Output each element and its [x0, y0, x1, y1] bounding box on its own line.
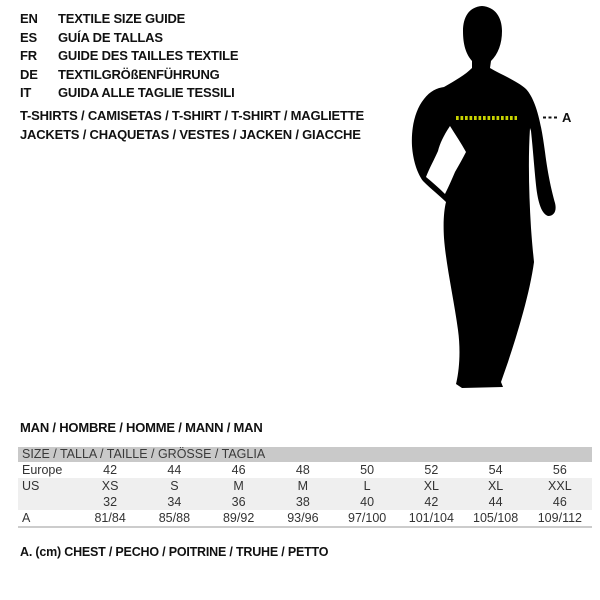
row-label: Europe: [22, 463, 63, 477]
section-title-man: MAN / HOMBRE / HOMME / MANN / MAN: [20, 420, 263, 435]
size-value: 36: [231, 495, 246, 509]
size-value: 85/88: [158, 511, 191, 525]
size-value: 56: [552, 463, 567, 477]
row-label: A: [22, 511, 31, 525]
size-value: 50: [360, 463, 375, 477]
size-value: 32: [103, 495, 118, 509]
size-value: M: [297, 479, 309, 493]
language-code: ES: [20, 29, 37, 45]
size-value: 89/92: [222, 511, 255, 525]
size-value: 52: [424, 463, 439, 477]
row-label: US: [22, 479, 40, 493]
man-silhouette: [412, 6, 556, 388]
size-value: 46: [231, 463, 246, 477]
size-value: 97/100: [348, 511, 387, 525]
category-jackets: JACKETS / CHAQUETAS / VESTES / JACKEN / GIACCHE: [20, 127, 361, 142]
size-value: 34: [167, 495, 182, 509]
language-row-en: [20, 10, 238, 29]
size-value: 109/112: [537, 511, 582, 525]
language-label: GUÍA DE TALLAS: [58, 29, 163, 45]
size-value: 48: [295, 463, 310, 477]
row-label: [18, 494, 78, 510]
size-value: XXL: [548, 479, 572, 493]
category-lines: [20, 106, 364, 144]
size-value: 81/84: [94, 511, 126, 525]
size-table: [18, 447, 592, 528]
measure-label-a: A: [562, 110, 572, 125]
size-table-header: SIZE / TALLA / TAILLE / GRÖSSE / TAGLIA: [18, 447, 592, 462]
language-code: IT: [20, 85, 32, 100]
language-label: TEXTILE SIZE GUIDE: [58, 11, 186, 26]
language-row-fr: [20, 47, 238, 66]
size-value: 44: [488, 495, 503, 509]
table-row-chest-cm: [18, 510, 592, 526]
size-value: XL: [423, 479, 440, 493]
table-row-europe: [18, 462, 592, 478]
size-value: 38: [295, 495, 310, 509]
size-value: 46: [552, 495, 567, 509]
language-label: TEXTILGRÖßENFÜHRUNG: [58, 66, 220, 82]
measurement-footnote: A. (cm) CHEST / PECHO / POITRINE / TRUHE / PETTO: [20, 545, 329, 559]
size-value: XL: [487, 479, 504, 493]
language-row-es: [20, 29, 238, 48]
man-silhouette-figure: [400, 0, 600, 400]
size-value: 40: [360, 495, 375, 509]
size-value: 105/108: [473, 511, 519, 525]
language-code: DE: [20, 66, 38, 82]
language-code: FR: [20, 48, 37, 63]
size-value: 93/96: [287, 511, 319, 525]
language-label: GUIDA ALLE TAGLIE TESSILI: [58, 85, 235, 100]
language-row-de: [20, 66, 238, 85]
language-code: EN: [20, 11, 38, 26]
category-tshirts: T-SHIRTS / CAMISETAS / T-SHIRT / T-SHIRT / MAGLIETTE: [20, 108, 364, 123]
size-value: L: [363, 479, 371, 493]
size-value: 54: [488, 463, 503, 477]
size-value: XS: [101, 479, 119, 493]
language-row-it: [20, 84, 238, 103]
size-value: M: [233, 479, 244, 493]
size-value: 42: [103, 463, 118, 477]
table-row-us-numbers: [18, 494, 592, 510]
size-value: 101/104: [408, 511, 454, 525]
size-value: 44: [167, 463, 182, 477]
size-value: S: [170, 479, 179, 493]
language-list: [20, 10, 238, 103]
language-label: GUIDE DES TAILLES TEXTILE: [58, 48, 239, 63]
size-value: 42: [424, 495, 439, 509]
table-row-us-letters: [18, 478, 592, 494]
